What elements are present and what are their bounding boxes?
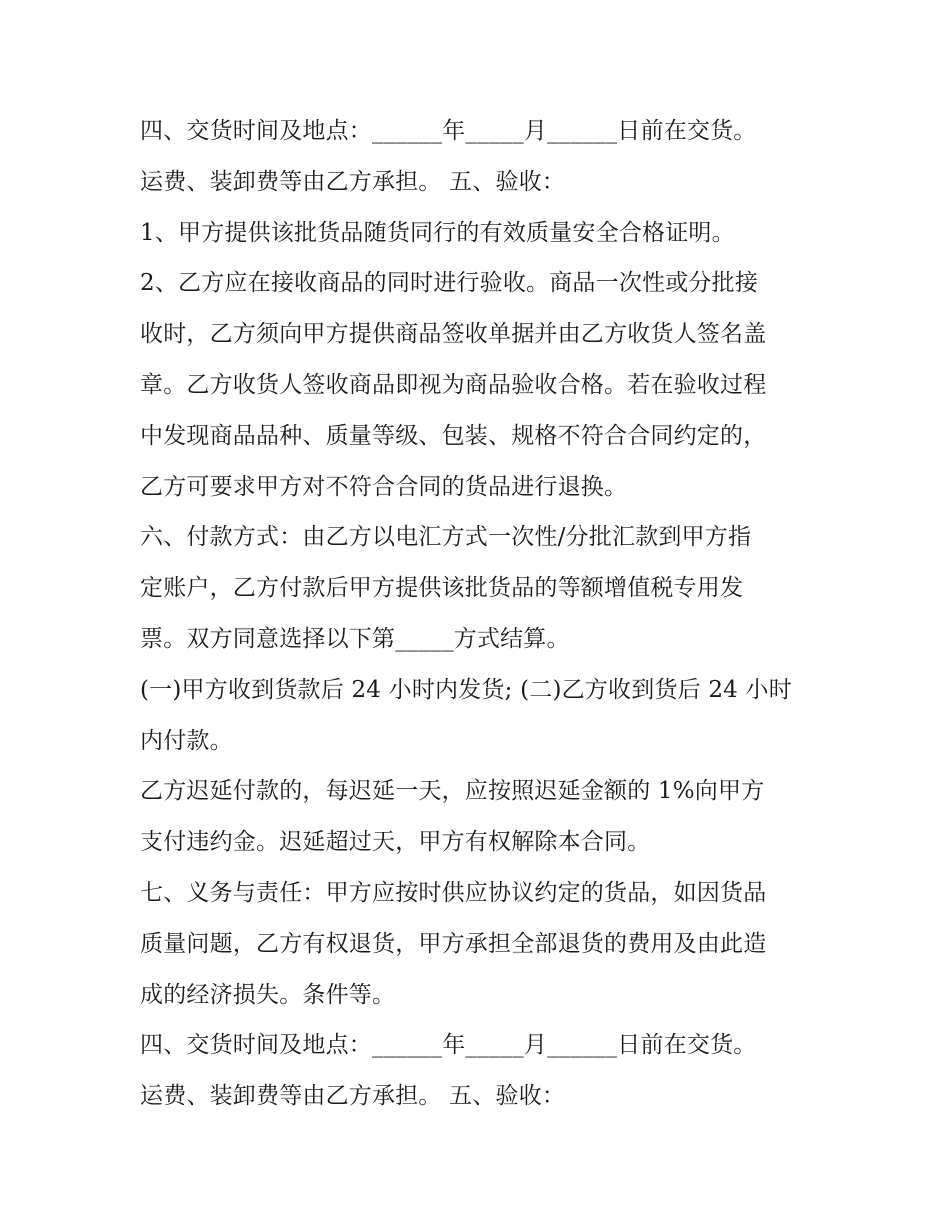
text-line: 2、乙方应在接收商品的同时进行验收。商品一次性或分批接 [140, 270, 759, 297]
document-body [140, 106, 820, 1122]
text-line: 内付款。 [140, 727, 233, 754]
text-line: 七、义务与责任：甲方应按时供应协议约定的货品，如因货品 [140, 879, 767, 906]
text-line: 运费、装卸费等由乙方承担。 五、验收： [140, 168, 566, 195]
text-line: 乙方迟延付款的，每迟延一天，应按照迟延金额的 1%向甲方 [140, 778, 765, 805]
text-line: 1、甲方提供该批货品随货同行的有效质量安全合格证明。 [140, 219, 735, 246]
text-line: 定账户，乙方付款后甲方提供该批货品的等额增值税专用发 [140, 575, 744, 602]
text-line: 中发现商品品种、质量等级、包装、规格不符合合同约定的， [140, 422, 767, 449]
text-line: 六、付款方式：由乙方以电汇方式一次性/分批汇款到甲方指 [140, 524, 752, 551]
text-line: (一)甲方收到货款后 24 小时内发货; (二)乙方收到货后 24 小时 [140, 676, 792, 703]
text-line: 运费、装卸费等由乙方承担。 五、验收： [140, 1083, 566, 1110]
text-line: 四、交货时间及地点：______年_____月______日前在交货。 [140, 118, 757, 144]
text-line: 成的经济损失。条件等。 [140, 981, 396, 1008]
text-line: 乙方可要求甲方对不符合合同的货品进行退换。 [140, 473, 628, 500]
text-line: 票。双方同意选择以下第_____方式结算。 [140, 625, 570, 652]
text-line: 四、交货时间及地点：______年_____月______日前在交货。 [140, 1032, 757, 1059]
text-line: 质量问题，乙方有权退货，甲方承担全部退货的费用及由此造 [140, 930, 767, 957]
text-line: 收时，乙方须向甲方提供商品签收单据并由乙方收货人签名盖 [140, 321, 767, 348]
text-line: 支付违约金。迟延超过天，甲方有权解除本合同。 [140, 829, 651, 856]
text-line: 章。乙方收货人签收商品即视为商品验收合格。若在验收过程 [140, 371, 767, 398]
